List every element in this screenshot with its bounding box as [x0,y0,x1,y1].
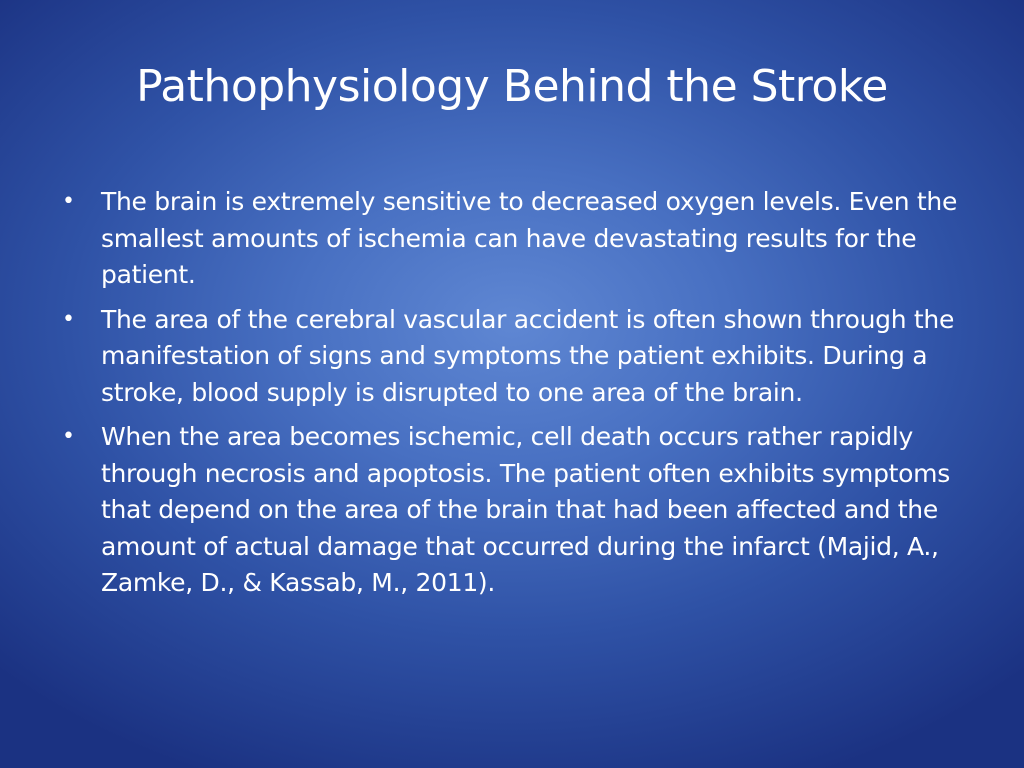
bullet-text: When the area becomes ischemic, cell death occurs rather rapidly through necrosis and apoptosis. The patient often exhibits symptoms that depend on the area of the brain that had been affected and the amount of actual damage that occurred during the infarct (Majid, A., Zamke, D., & Kassab, M., 2011). [101,422,950,597]
bullet-icon: • [62,306,75,332]
bullet-text: The brain is extremely sensitive to decreased oxygen levels. Even the smallest amounts of ischemia can have devastating results for the patient. [101,187,958,289]
bullet-icon: • [62,424,75,449]
bullet-item [60,302,960,412]
bullet-item [60,419,960,602]
bullet-text: The area of the cerebral vascular accident is often shown through the manifestation of signs and symptoms the patient exhibits. During a stroke, blood supply is disrupted to one area of the brain. [101,304,955,407]
bullet-list [60,184,960,610]
bullet-icon: • [62,189,75,214]
bullet-item [60,184,960,294]
slide-title: Pathophysiology Behind the Stroke [136,61,888,112]
